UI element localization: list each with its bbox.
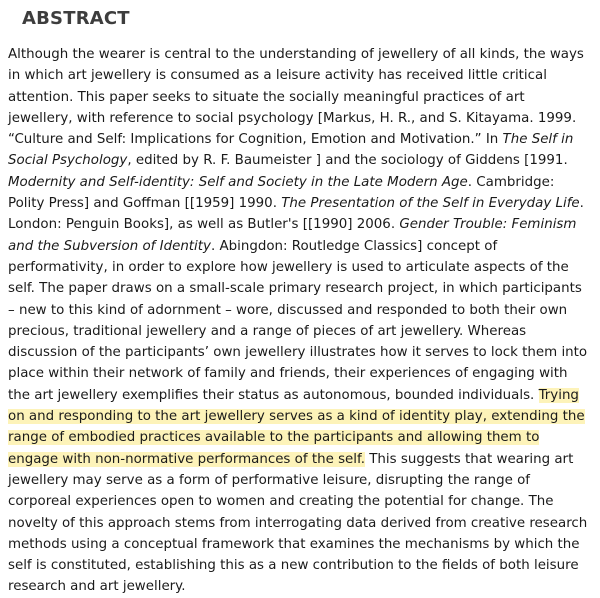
- book-title-the-self-in-social-psychology: The Self in Social Psychology: [8, 132, 574, 169]
- abstract-text-segment: Although the wearer is central to the understanding of jewellery of all kinds, the ways in which art jewellery is consumed as a leisure activity has received little critical attention. This paper seeks to situate the socially meaningful practices of art jewellery, with reference to social psychology [Markus, H. R., and S. Kitayama. 1999. “Culture and Self: Implications for Cognition, Emotion and Motivation.” In: [8, 47, 584, 148]
- abstract-text-segment: This suggests that wearing art jewellery may serve as a form of performative leisure, disrupting the range of corporeal experiences open to women and creating the potential for change. The novelty of this approach stems from interrogating data derived from creative research methods using a conceptual framework that examines the mechanisms by which the self is constituted, establishing this as a new contribution to the fields of both leisure research and art jewellery.: [8, 451, 588, 595]
- abstract-text-segment: . Cambridge: Polity Press] and Goffman [[1959] 1990.: [8, 174, 555, 212]
- abstract-section: [8, 8, 592, 598]
- abstract-text-segment: , edited by R. F. Baumeister ] and the sociology of Giddens [1991.: [127, 153, 568, 169]
- book-title-presentation-of-the-self: The Presentation of the Self in Everyday Life: [281, 196, 580, 212]
- abstract-text-segment: . Abingdon: Routledge Classics] concept of performativity, in order to explore how jewellery is used to articulate aspects of the self. The paper draws on a small-scale primary research project, in which participants – new to this kind of adornment – wore, discussed and responded to both their own precious, traditional jewellery and a range of pieces of art jewellery. Whereas discussion of the participants’ own jewellery illustrates how it serves to lock them into place within their network of family and friends, their experiences of engaging with the art jewellery exemplifies their status as autonomous, bounded individuals.: [8, 238, 588, 403]
- abstract-body: [8, 44, 592, 598]
- abstract-heading: ABSTRACT: [22, 8, 130, 29]
- book-title-modernity-and-self-identity: Modernity and Self-identity: Self and Society in the Late Modern Age: [8, 174, 468, 190]
- highlighted-passage: Trying on and responding to the art jewellery serves as a kind of identity play, extending the range of embodied practices available to the participants and allowing them to engage with non-normative performances of the self.: [8, 387, 585, 467]
- book-title-gender-trouble: Gender Trouble: Feminism and the Subversion of Identity: [8, 217, 577, 254]
- abstract-text-segment: . London: Penguin Books], as well as Butler's [[1990] 2006.: [8, 196, 584, 233]
